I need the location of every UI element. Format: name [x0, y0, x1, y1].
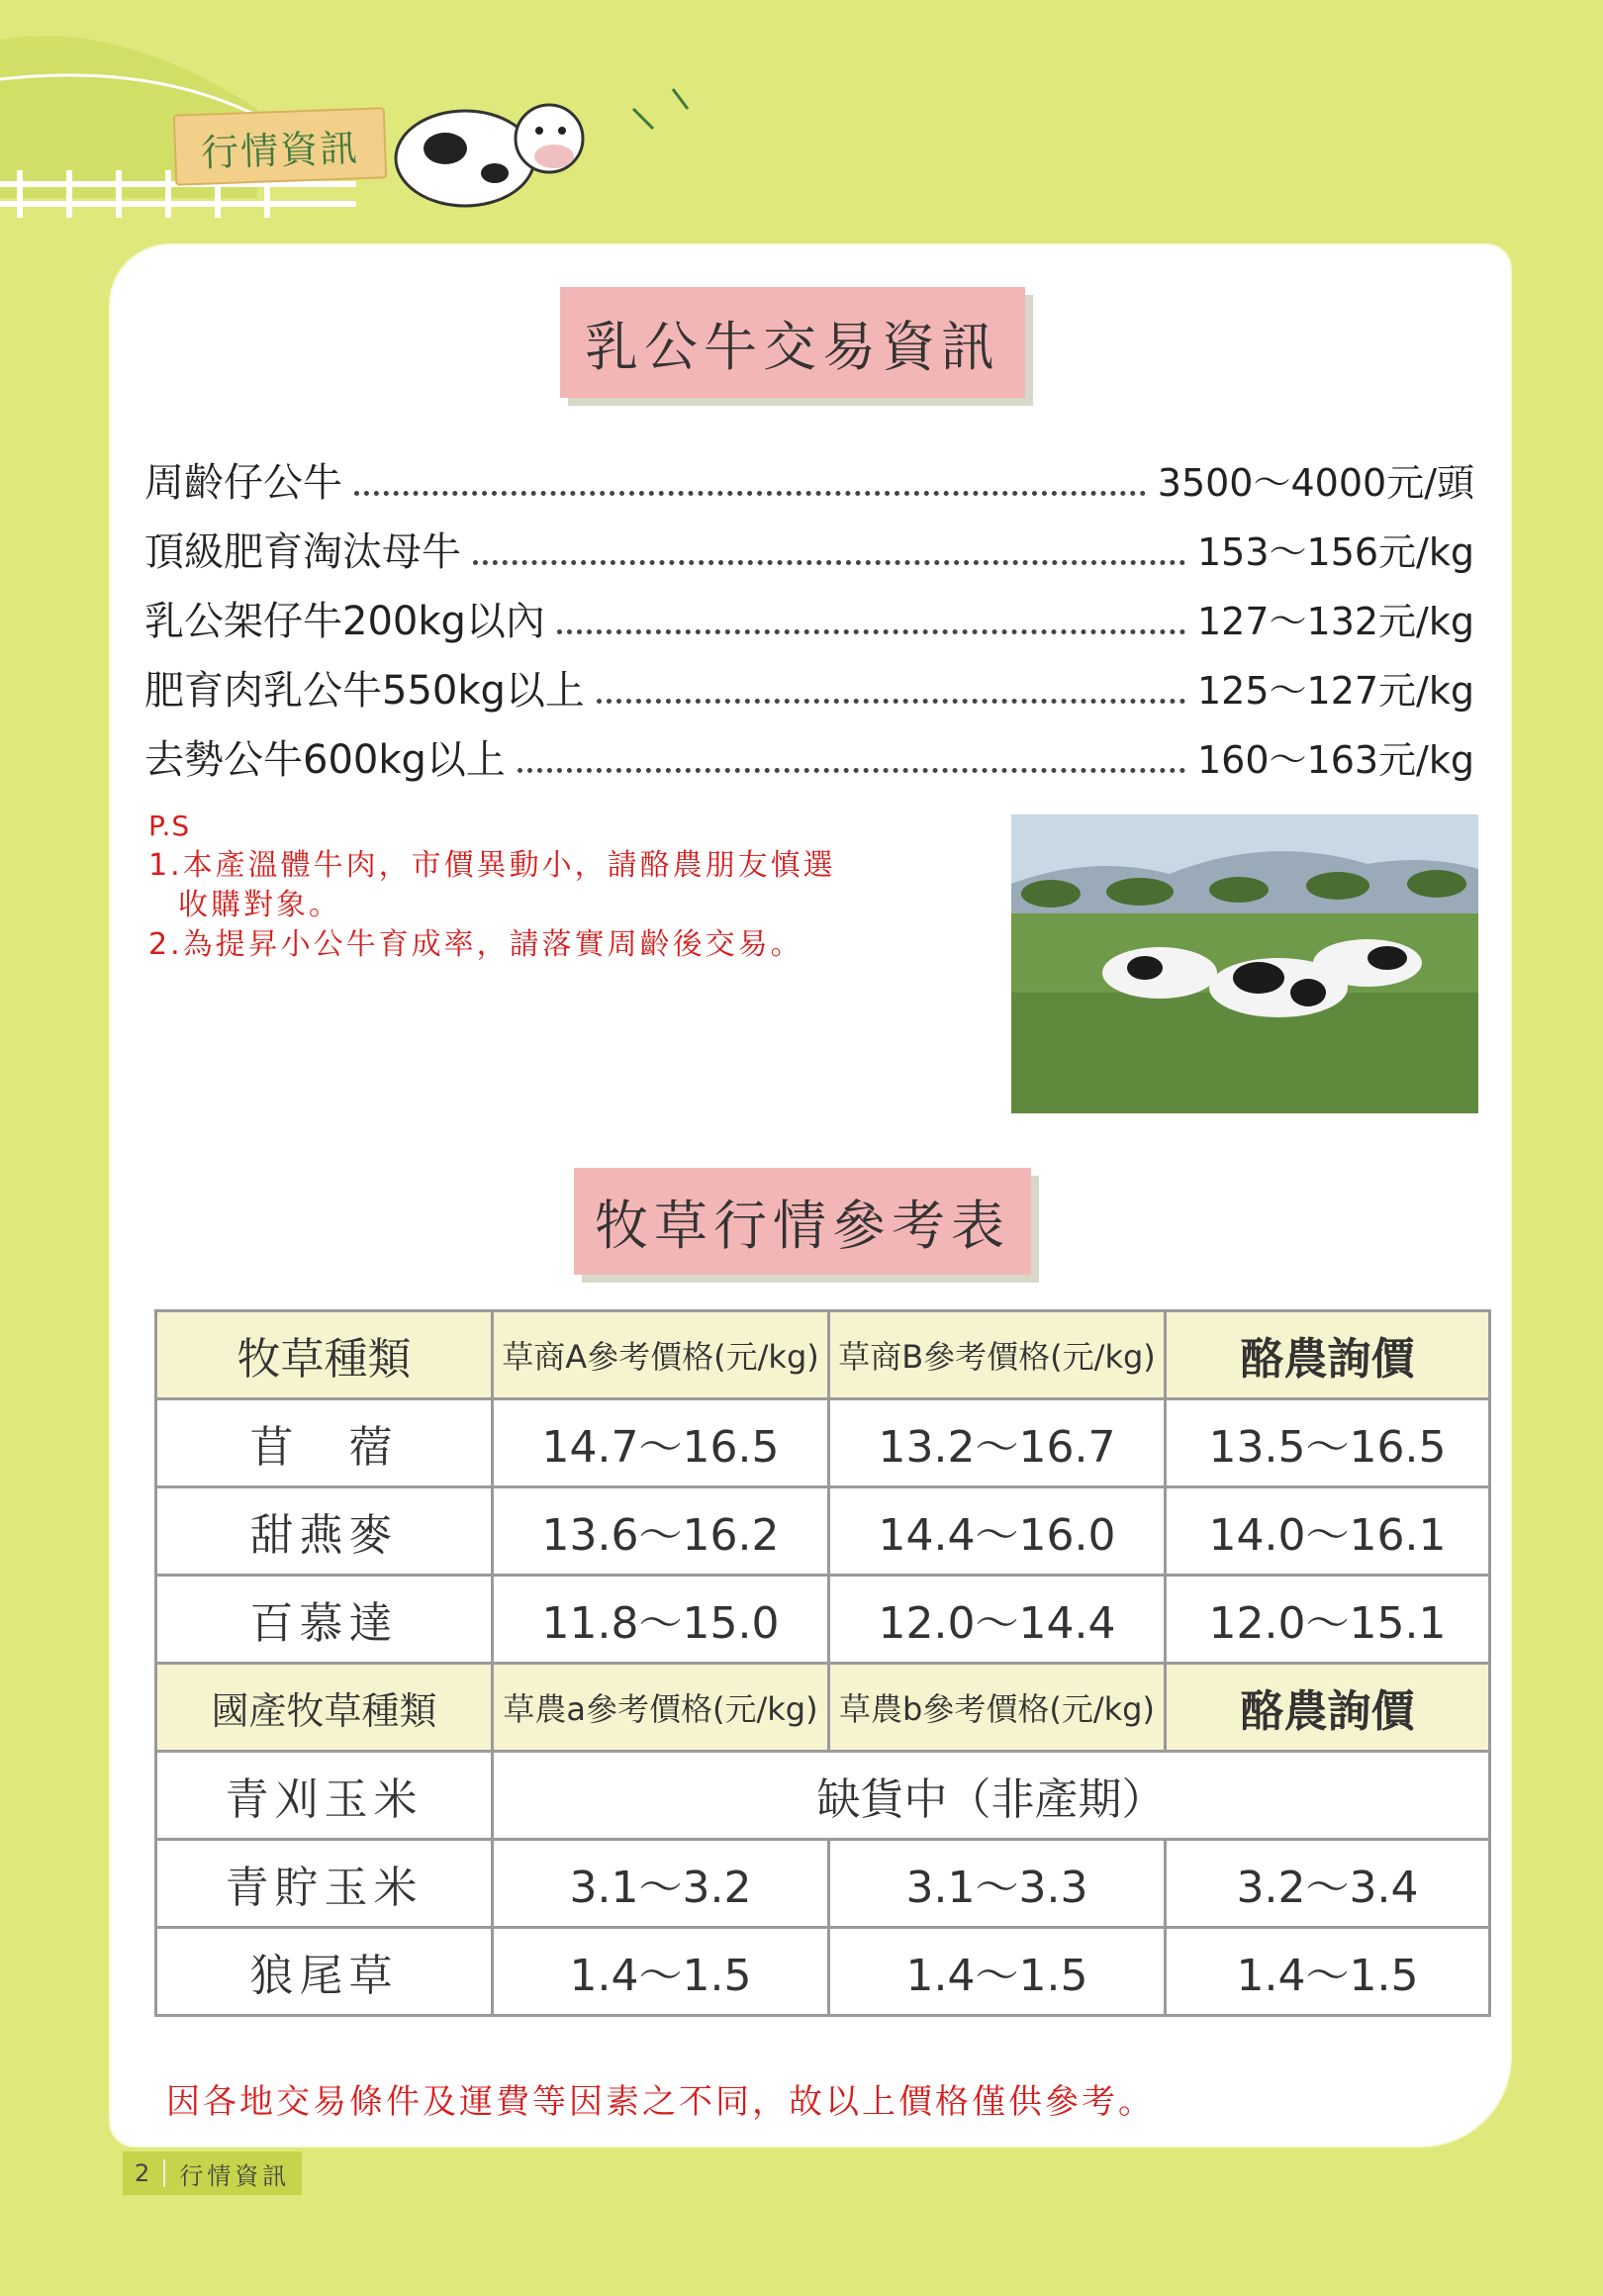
page-footer	[123, 2152, 302, 2195]
forage-name-cell: 甜燕麥	[156, 1487, 493, 1576]
table-cell: 14.7～16.5	[493, 1399, 829, 1487]
cows-grazing-photo	[1011, 814, 1478, 1113]
table-row	[156, 1840, 1490, 1928]
price-row	[144, 451, 1474, 521]
ps-notes	[148, 807, 999, 965]
table-cell: 1.4～1.5	[493, 1928, 829, 2016]
price-row	[144, 659, 1474, 728]
forage-name-cell: 青刈玉米	[156, 1752, 493, 1840]
table-cell-merged: 缺貨中（非產期）	[493, 1752, 1490, 1840]
price-item-value: 3500～4000元/頭	[1157, 461, 1474, 505]
price-item-name: 周齡仔公牛	[144, 460, 342, 506]
table-header-cell: 酪農詢價	[1166, 1311, 1490, 1399]
dragonfly-icon	[633, 89, 688, 129]
table-row	[156, 1752, 1490, 1840]
table-cell: 13.5～16.5	[1166, 1399, 1490, 1487]
dot-leader	[518, 767, 1185, 773]
table-header-cell: 國產牧草種類	[156, 1664, 493, 1752]
forage-name-cell: 狼尾草	[156, 1928, 493, 2016]
price-item-value: 127～132元/kg	[1197, 600, 1474, 643]
table-cell: 13.6～16.2	[493, 1487, 829, 1576]
forage-name-cell: 青貯玉米	[156, 1840, 493, 1928]
table-cell: 14.0～16.1	[1166, 1487, 1490, 1576]
table-cell: 3.2～3.4	[1166, 1840, 1490, 1928]
table-cell: 1.4～1.5	[829, 1928, 1166, 2016]
price-item-name: 頂級肥育淘汰母牛	[144, 529, 461, 575]
forage-section-title: 牧草行情參考表	[574, 1168, 1031, 1275]
page-number: 2	[135, 2159, 165, 2187]
price-item-name: 乳公架仔牛200kg以內	[144, 599, 545, 644]
ps-label: P.S	[148, 810, 191, 842]
forage-name-cell: 苜 蓿	[156, 1399, 493, 1487]
table-cell: 14.4～16.0	[829, 1487, 1166, 1576]
price-row	[144, 590, 1474, 659]
footer-label: 行情資訊	[179, 2161, 291, 2190]
dot-leader	[597, 698, 1185, 704]
bull-price-list	[144, 451, 1474, 798]
price-row	[144, 521, 1474, 590]
table-header-row	[156, 1664, 1490, 1752]
table-row	[156, 1487, 1490, 1576]
forage-name-cell: 百慕達	[156, 1576, 493, 1664]
bull-section-title: 乳公牛交易資訊	[560, 287, 1025, 398]
dot-leader	[354, 490, 1146, 496]
table-cell: 3.1～3.2	[493, 1840, 829, 1928]
note-line: 收購對象。	[178, 888, 341, 922]
table-header-cell: 酪農詢價	[1166, 1664, 1490, 1752]
table-cell: 12.0～14.4	[829, 1576, 1166, 1664]
table-cell: 3.1～3.3	[829, 1840, 1166, 1928]
table-row	[156, 1399, 1490, 1487]
dot-leader	[557, 628, 1185, 634]
price-item-value: 125～127元/kg	[1197, 669, 1474, 713]
table-header-cell: 草農b參考價格(元/kg)	[829, 1664, 1166, 1752]
table-cell: 12.0～15.1	[1166, 1576, 1490, 1664]
dot-leader	[473, 559, 1185, 565]
note-line: 2.為提昇小公牛育成率，請落實周齡後交易。	[148, 927, 803, 962]
price-item-name: 去勢公牛600kg以上	[144, 737, 506, 783]
table-cell: 13.2～16.7	[829, 1399, 1166, 1487]
table-cell: 1.4～1.5	[1166, 1928, 1490, 2016]
table-row	[156, 1928, 1490, 2016]
table-header-row	[156, 1311, 1490, 1399]
table-row	[156, 1576, 1490, 1664]
table-header-cell: 草農a參考價格(元/kg)	[493, 1664, 829, 1752]
section-tag: 行情資訊	[173, 107, 387, 185]
table-header-cell: 草商A參考價格(元/kg)	[493, 1311, 829, 1399]
price-disclaimer: 因各地交易條件及運費等因素之不同，故以上價格僅供參考。	[166, 2082, 1155, 2122]
price-item-value: 153～156元/kg	[1197, 530, 1474, 574]
cow-icon	[396, 105, 583, 206]
price-item-name: 肥育肉乳公牛550kg以上	[144, 668, 585, 714]
table-header-cell: 草商B參考價格(元/kg)	[829, 1311, 1166, 1399]
price-item-value: 160～163元/kg	[1197, 738, 1474, 782]
table-cell: 11.8～15.0	[493, 1576, 829, 1664]
note-line: 1.本產溫體牛肉，市價異動小，請酪農朋友慎選	[148, 848, 836, 883]
price-row	[144, 728, 1474, 798]
forage-price-table	[154, 1309, 1491, 2017]
table-header-cell: 牧草種類	[156, 1311, 493, 1399]
